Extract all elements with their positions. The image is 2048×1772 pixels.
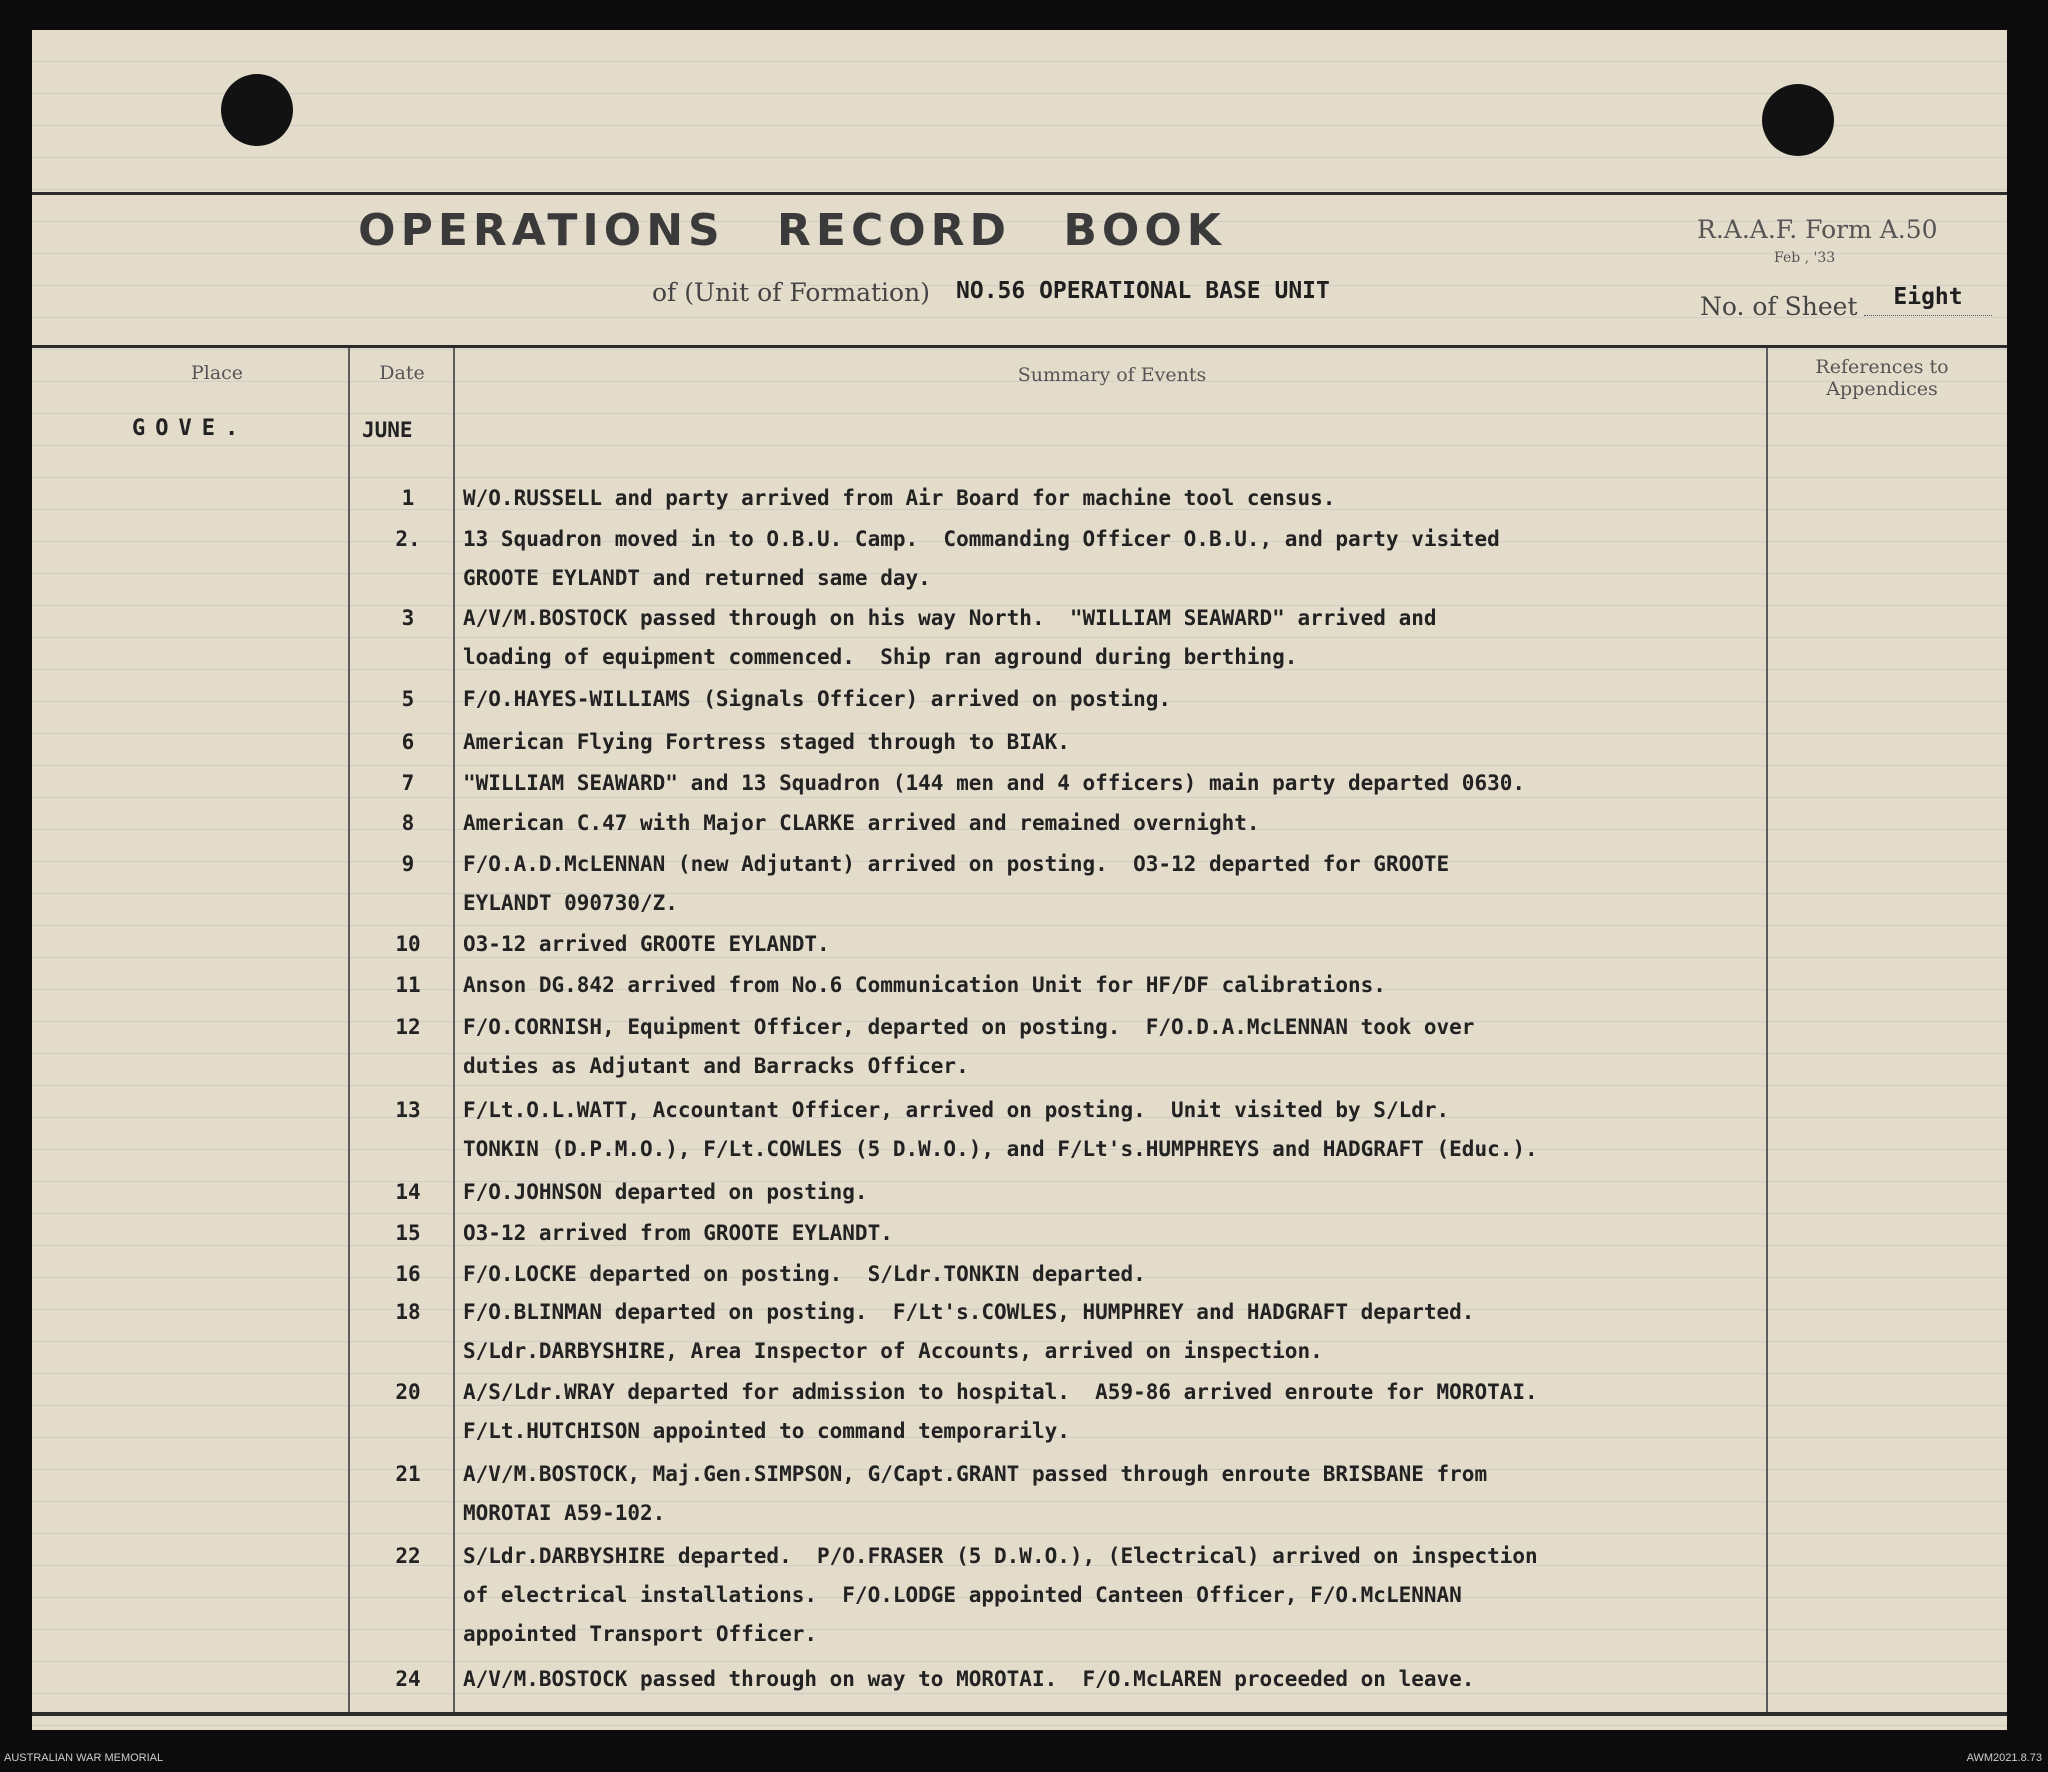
entry-text-line: EYLANDT 090730/Z. [463, 891, 678, 915]
entry-date: 7 [401, 771, 415, 795]
entry-text-line: Anson DG.842 arrived from No.6 Communication Unit for HF/DF calibrations. [463, 973, 1386, 997]
unit-name: NO.56 OPERATIONAL BASE UNIT [956, 278, 1330, 304]
entry-text-line: F/O.JOHNSON departed on posting. [463, 1180, 868, 1204]
entry-date: 9 [401, 852, 415, 876]
entry-text-line: loading of equipment commenced. Ship ran aground during berthing. [463, 645, 1298, 669]
entry-date: 15 [395, 1221, 421, 1245]
entry-date: 22 [395, 1544, 421, 1568]
references-line-1: References to [1815, 356, 1949, 378]
entry-date: 5 [401, 687, 415, 711]
entry-date: 6 [401, 730, 415, 754]
entry-text-line: A/V/M.BOSTOCK, Maj.Gen.SIMPSON, G/Capt.GRANT passed through enroute BRISBANE from [463, 1462, 1488, 1486]
entry-text-line: American Flying Fortress staged through to BIAK. [463, 730, 1070, 754]
sheet-label: No. of Sheet [1700, 292, 1858, 321]
entry-text-line: 13 Squadron moved in to O.B.U. Camp. Commanding Officer O.B.U., and party visited [463, 527, 1500, 551]
sheet-number: Eight [1893, 284, 1963, 310]
entry-text-line: F/O.CORNISH, Equipment Officer, departed on posting. F/O.D.A.McLENNAN took over [463, 1015, 1475, 1039]
event-entries [32, 30, 2007, 1730]
entry-date: 1 [401, 486, 415, 510]
entry-text-line: F/Lt.O.L.WATT, Accountant Officer, arrived on posting. Unit visited by S/Ldr. [463, 1098, 1450, 1122]
entry-date: 11 [395, 973, 421, 997]
entry-date: 14 [395, 1180, 421, 1204]
entry-date: 8 [401, 811, 415, 835]
entry-date: 20 [395, 1380, 421, 1404]
column-header-date: Date [379, 362, 425, 384]
entry-date: 12 [395, 1015, 421, 1039]
column-header-summary: Summary of Events [1017, 364, 1207, 386]
form-date: Feb , '33 [1774, 250, 1836, 266]
form-reference: R.A.A.F. Form A.50 [1697, 215, 1938, 244]
entry-text-line: F/O.HAYES-WILLIAMS (Signals Officer) arrived on posting. [463, 687, 1172, 711]
place-value: GOVE. [132, 416, 249, 441]
entry-text-line: GROOTE EYLANDT and returned same day. [463, 566, 931, 590]
footer-accession: AWM2021.8.73 [1966, 1752, 2042, 1764]
entry-text-line: S/Ldr.DARBYSHIRE, Area Inspector of Accounts, arrived on inspection. [463, 1339, 1323, 1363]
entry-text-line: of electrical installations. F/O.LODGE appointed Canteen Officer, F/O.McLENNAN [463, 1583, 1462, 1607]
entry-date: 18 [395, 1300, 421, 1324]
references-line-2: Appendices [1826, 378, 1938, 400]
entry-text-line: F/O.BLINMAN departed on posting. F/Lt's.COWLES, HUMPHREY and HADGRAFT departed. [463, 1300, 1475, 1324]
unit-of-formation-label: of (Unit of Formation) [652, 278, 930, 307]
entry-date: 24 [395, 1667, 421, 1691]
entry-text-line: MOROTAI A59-102. [463, 1501, 666, 1525]
entry-text-line: F/O.LOCKE departed on posting. S/Ldr.TONKIN departed. [463, 1262, 1146, 1286]
column-header-place: Place [190, 362, 244, 384]
bottom-rule [32, 1712, 2007, 1716]
entry-text-line: F/O.A.D.McLENNAN (new Adjutant) arrived on posting. O3-12 departed for GROOTE [463, 852, 1450, 876]
entry-text-line: W/O.RUSSELL and party arrived from Air Board for machine tool census. [463, 486, 1336, 510]
entry-text-line: O3-12 arrived from GROOTE EYLANDT. [463, 1221, 893, 1245]
entry-text-line: duties as Adjutant and Barracks Officer. [463, 1054, 969, 1078]
entry-date: 16 [395, 1262, 421, 1286]
entry-text-line: "WILLIAM SEAWARD" and 13 Squadron (144 men and 4 officers) main party departed 0630. [463, 771, 1526, 795]
entry-text-line: A/V/M.BOSTOCK passed through on way to MOROTAI. F/O.McLAREN proceeded on leave. [463, 1667, 1475, 1691]
document-title: OPERATIONS RECORD BOOK [358, 205, 1226, 256]
entry-text-line: O3-12 arrived GROOTE EYLANDT. [463, 932, 830, 956]
footer-credit: AUSTRALIAN WAR MEMORIAL [4, 1752, 164, 1764]
entry-text-line: A/V/M.BOSTOCK passed through on his way North. "WILLIAM SEAWARD" arrived and [463, 606, 1437, 630]
entry-date: 2. [395, 527, 421, 551]
entry-text-line: appointed Transport Officer. [463, 1622, 818, 1646]
record-sheet [32, 30, 2007, 1730]
entry-date: 10 [395, 932, 421, 956]
entry-text-line: A/S/Ldr.WRAY departed for admission to hospital. A59-86 arrived enroute for MOROTAI. [463, 1380, 1538, 1404]
entry-date: 3 [401, 606, 415, 630]
entry-text-line: S/Ldr.DARBYSHIRE departed. P/O.FRASER (5 D.W.O.), (Electrical) arrived on inspection [463, 1544, 1538, 1568]
entry-text-line: F/Lt.HUTCHISON appointed to command temporarily. [463, 1419, 1070, 1443]
entry-text-line: American C.47 with Major CLARKE arrived and remained overnight. [463, 811, 1260, 835]
month-value: JUNE [362, 418, 413, 442]
entry-date: 13 [395, 1098, 421, 1122]
entry-text-line: TONKIN (D.P.M.O.), F/Lt.COWLES (5 D.W.O.), and F/Lt's.HUMPHREYS and HADGRAFT (Educ.). [463, 1137, 1538, 1161]
entry-date: 21 [395, 1462, 421, 1486]
